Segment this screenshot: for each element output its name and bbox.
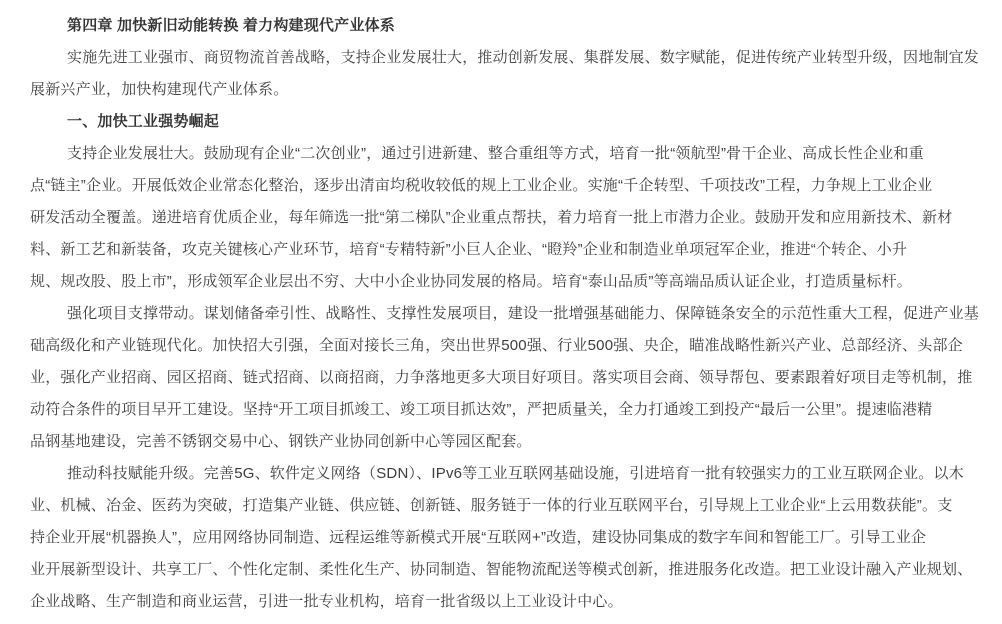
paragraph-line: 推动科技赋能升级。完善5G、软件定义网络（SDN）、IPv6等工业互联网基础设施，引进培育一批有较强实力的工业互联网企业。以木 (67, 465, 964, 482)
paragraph-line: 业、机械、冶金、医药为突破，打造集产业链、供应链、创新链、服务链于一体的行业互联网平台，引导规上工业企业“上云用数获能”。支 (30, 497, 953, 514)
paragraph-line: 企业战略、生产制造和商业运营，引进一批专业机构，培育一批省级以上工业设计中心。 (30, 593, 623, 610)
paragraph-line: 品钢基地建设，完善不锈钢交易中心、钢铁产业协同创新中心等园区配套。 (30, 433, 532, 450)
paragraph-line: 动符合条件的项目早开工建设。坚持“开工项目抓竣工、竣工项目抓达效”，严把质量关，全力打通竣工到投产“最后一公里”。提速临港精 (30, 401, 933, 418)
paragraph-line: 点“链主”企业。开展低效企业常态化整治，逐步出清亩均税收较低的规上工业企业。实施“千企转型、千项技改”工程，力争规上工业企业 (30, 177, 933, 194)
paragraph-line: 支持企业发展壮大。鼓励现有企业“二次创业”，通过引进新建、整合重组等方式，培育一批“领航型”骨干企业、高成长性企业和重 (67, 145, 924, 162)
paragraph-line: 料、新工艺和新装备，攻克关键核心产业环节，培育“专精特新”小巨人企业、“瞪羚”企业和制造业单项冠军企业，推进“个转企、小升 (30, 241, 908, 258)
paragraph-line: 业开展新型设计、共享工厂、个性化定制、柔性化生产、协同制造、智能物流配送等模式创新，推进服务化改造。把工业设计融入产业规划、 (30, 561, 973, 578)
paragraph-line: 持企业开展“机器换人”，应用网络协同制造、远程运维等新模式开展“互联网+”改造，建设协同集成的数字车间和智能工厂。引导工业企 (30, 529, 927, 546)
paragraph-line: 强化项目支撑带动。谋划储备牵引性、战略性、支撑性发展项目，建设一批增强基础能力、保障链条安全的示范性重大工程，促进产业基 (67, 305, 980, 322)
paragraph-line: 实施先进工业强市、商贸物流首善战略，支持企业发展壮大，推动创新发展、集群发展、数字赋能，促进传统产业转型升级，因地制宜发 (67, 49, 980, 66)
paragraph-line: 展新兴产业，加快构建现代产业体系。 (30, 81, 289, 98)
paragraph-line: 础高级化和产业链现代化。加快招大引强，全面对接长三角，突出世界500强、行业500强、央企，瞄准战略性新兴产业、总部经济、头部企 (30, 337, 963, 354)
paragraph-line: 规、规改股、股上市”，形成领军企业层出不穷、大中小企业协同发展的格局。培育“泰山品质”等高端品质认证企业，打造质量标杆。 (30, 273, 912, 290)
chapter-title: 第四章 加快新旧动能转换 着力构建现代产业体系 (67, 17, 395, 34)
section-heading: 一、加快工业强势崛起 (67, 113, 220, 130)
paragraph-line: 研发活动全覆盖。递进培育优质企业，每年筛选一批“第二梯队”企业重点帮扶，着力培育一批上市潜力企业。鼓励开发和应用新技术、新材 (30, 209, 953, 226)
paragraph-line: 业，强化产业招商、园区招商、链式招商、以商招商，力争落地更多大项目好项目。落实项目会商、领导帮包、要素跟着好项目走等机制，推 (30, 369, 973, 386)
